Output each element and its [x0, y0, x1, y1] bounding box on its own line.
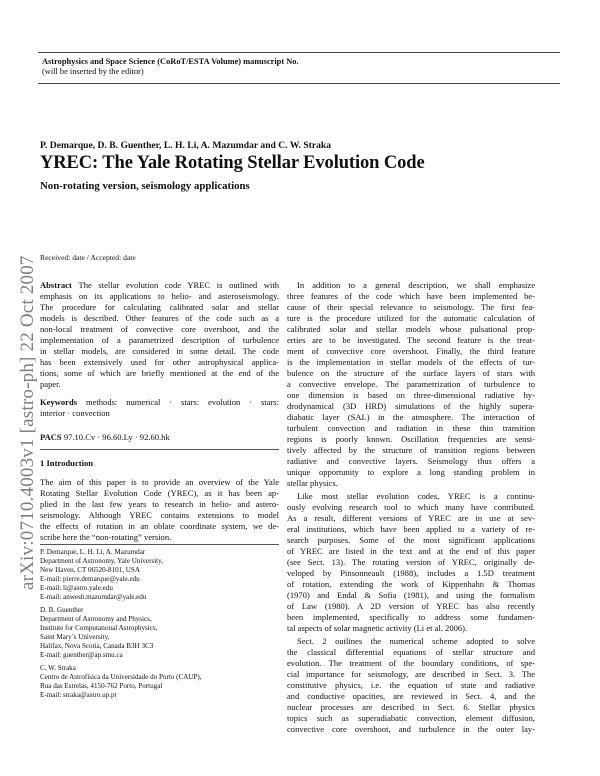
affiliation-line: New Haven, CT 06520-8101, USA — [40, 566, 140, 574]
body-line: As a result, different versions of YREC are in use at sev- — [287, 513, 535, 523]
body-line: topics such as superadiabatic convection, element diffusion, — [287, 713, 535, 723]
email-line: E-mail: anwesh.mazumdar@yale.edu — [40, 593, 147, 601]
abstract-line: non-local treatment of convective core overshoot, and the — [40, 324, 279, 334]
body-line: ment of convective core overshoot. Finally, the third feature — [287, 346, 535, 356]
affiliation-line: Department of Astronomy and Physics, — [40, 615, 152, 623]
intro-line: The aim of this paper is to provide an overview of the Yale — [40, 477, 279, 487]
intro-line: plied in the last few years to research in helio- and astero- — [40, 499, 279, 509]
abstract-line: implementation of a parametrized description of turbulence — [40, 335, 279, 345]
body-line: bulence on the structure of the surface layers of stars with — [287, 368, 535, 378]
abstract-line: in stellar models, are considered in some detail. The code — [40, 346, 279, 356]
abstract-line: Abstract The stellar evolution code YREC is outlined with — [40, 280, 279, 290]
body-line: tal aspects of solar magnetic activity (Li et al. 2006). — [287, 623, 468, 633]
section-divider — [40, 449, 279, 450]
body-line: of Law (1980). A 2D version of YREC has also recently — [287, 601, 535, 611]
body-line: of rotation, extending the work of Kippenhahn & Thomas — [287, 579, 535, 589]
body-line: drodynamical (3D HRD) simulations of the highly supera- — [287, 401, 535, 411]
body-line: cause of their special relevance to seismology. The first fea- — [287, 302, 535, 312]
affiliation-line: Rua das Estrelas, 4150-762 Porto, Portugal — [40, 682, 163, 690]
body-line: ously evolving research tool to which many have contributed. — [287, 502, 535, 512]
body-line: stellar physics. — [287, 478, 338, 488]
affiliation-line: C. W. Straka — [40, 664, 76, 672]
affiliation-line: D. B. Guenther — [40, 606, 84, 614]
body-line: eral institutions, which have been applied to a variety of re- — [287, 524, 535, 534]
body-line: one dimension is based on three-dimensional radiative hy- — [287, 390, 535, 400]
paper-title: YREC: The Yale Rotating Stellar Evolution Code — [40, 153, 425, 173]
body-line: Sect. 2 outlines the numerical scheme adopted to solve — [297, 636, 535, 646]
affiliation-line: Saint Mary’s University, — [40, 633, 110, 641]
affiliation-line: Centro de Astrofísica da Universidade do Porto (CAUP), — [40, 673, 202, 681]
abstract-line: models is described. Other features of the code such as a — [40, 313, 279, 323]
body-line: search purposes. Some of the most significant applications — [287, 535, 535, 545]
body-line: cial importance for seismology, are described in Sect. 3. The — [287, 669, 535, 679]
arxiv-stamp: arXiv:0710.4003v1 [astro-ph] 22 Oct 2007 — [17, 255, 38, 590]
section-heading: 1 Introduction — [40, 458, 94, 468]
affiliation-line: Institute for Computational Astrophysics, — [40, 624, 158, 632]
email-line: E-mail: straka@astro.up.pt — [40, 691, 117, 699]
body-line: Like most stellar evolution codes, YREC is a continu- — [297, 491, 535, 501]
keywords-line: Keywords methods: numerical · stars: evolution · stars: — [40, 397, 279, 407]
abstract-line: tions, some of which are briefly mentioned at the end of the — [40, 368, 279, 378]
body-line: radiative and convective layers. Seismology thus offers a — [287, 456, 535, 466]
body-line: calibrated solar and stellar models whose pulsational prop- — [287, 324, 535, 334]
abstract-line: has been extensively used for other astrophysical applica- — [40, 357, 279, 367]
keywords-label: Keywords — [40, 397, 78, 407]
body-line: turbulent convection and radiation in these thin transition — [287, 423, 535, 433]
body-line: constitutive physics, i.e. the equation of state and radiative — [287, 680, 535, 690]
body-line: (1970) and Endal & Sofia (1981), and using the formalism — [287, 590, 535, 600]
body-line: In addition to a general description, we shall emphasize — [297, 280, 535, 290]
editor-note: (will be inserted by the editor) — [42, 67, 144, 76]
email-line: E-mail: li@astro.yale.edu — [40, 584, 113, 592]
affiliation-line: Department of Astronomy, Yale University, — [40, 557, 164, 565]
abstract-line: The procedure for calculating calibrated solar and stellar — [40, 302, 279, 312]
abstract-line: emphasis on its applications to helio- and asteroseismology. — [40, 291, 279, 301]
email-line: E-mail: guenther@ap.smu.ca — [40, 651, 123, 659]
body-line: is the implementation in stellar models of the effects of tur- — [287, 357, 535, 367]
abstract-label: Abstract — [40, 280, 72, 290]
pacs-line: PACS 97.10.Cv · 96.60.Ly · 92.60.hk — [40, 432, 170, 442]
body-line: erties are to be investigated. The second feature is the treat- — [287, 335, 535, 345]
body-line: been implemented, specifically to address some fundamen- — [287, 612, 535, 622]
keywords-line: interior · convection — [40, 408, 110, 418]
body-line: a convective envelope. The parametrization of turbulence to — [287, 379, 535, 389]
footnote-divider — [40, 544, 279, 545]
intro-line: the effects of rotation in an oblate coordinate system, we de- — [40, 521, 279, 531]
body-line: regions is poorly known. Oscillation frequencies are sensi- — [287, 434, 535, 444]
body-line: tively affected by the structure of transition regions between — [287, 445, 535, 455]
body-line: convective core overshoot, and turbulence in the outer lay- — [287, 724, 535, 734]
received-date: Received: date / Accepted: date — [40, 253, 136, 262]
body-line: diabatic layer (SAL) in the atmosphere. The interaction of — [287, 412, 535, 422]
affiliation-line: P. Demarque, L. H. Li, A. Mazumdar — [40, 548, 146, 556]
body-line: (see Sect. 13). The rotating version of YREC, originally de- — [287, 557, 535, 567]
intro-line: scribe here the “non-rotating” version. — [40, 532, 172, 542]
body-line: the classical differential equations of stellar structure and — [287, 647, 535, 657]
body-line: ture is the procedure utilized for the automatic calculation of — [287, 313, 535, 323]
author-list: P. Demarque, D. B. Guenther, L. H. Li, A. Mazumdar and C. W. Straka — [40, 140, 332, 151]
affiliation-line: Halifax, Nova Scotia, Canada B3H 3C3 — [40, 642, 154, 650]
abstract-line: paper. — [40, 379, 61, 389]
paper-subtitle: Non-rotating version, seismology applications — [40, 180, 250, 192]
journal-name: Astrophysics and Space Science (CoRoT/ESTA Volume) manuscript No. — [42, 57, 299, 66]
pacs-label: PACS — [40, 432, 62, 442]
body-line: evolution. The treatment of the boundary conditions, of spe- — [287, 658, 535, 668]
body-line: nuclear processes are described in Sect. 6. Stellar physics — [287, 702, 535, 712]
body-line: of YREC are listed in the text and at the end of this paper — [287, 546, 535, 556]
body-line: veloped by Pinsonneault (1988), includes a 1.5D treatment — [287, 568, 535, 578]
email-line: E-mail: pierre.demarque@yale.edu — [40, 575, 140, 583]
body-line: unique opportunity to explore a long standing problem in — [287, 467, 535, 477]
journal-header — [38, 52, 560, 84]
body-line: and conductive opacities, are reviewed in Sect. 4, and the — [287, 691, 535, 701]
body-line: three features of the code which have been implemented be- — [287, 291, 535, 301]
intro-line: Rotating Stellar Evolution Code (YREC), as it has been ap- — [40, 488, 279, 498]
intro-line: seismology. Although YREC contains extensions to model — [40, 510, 279, 520]
